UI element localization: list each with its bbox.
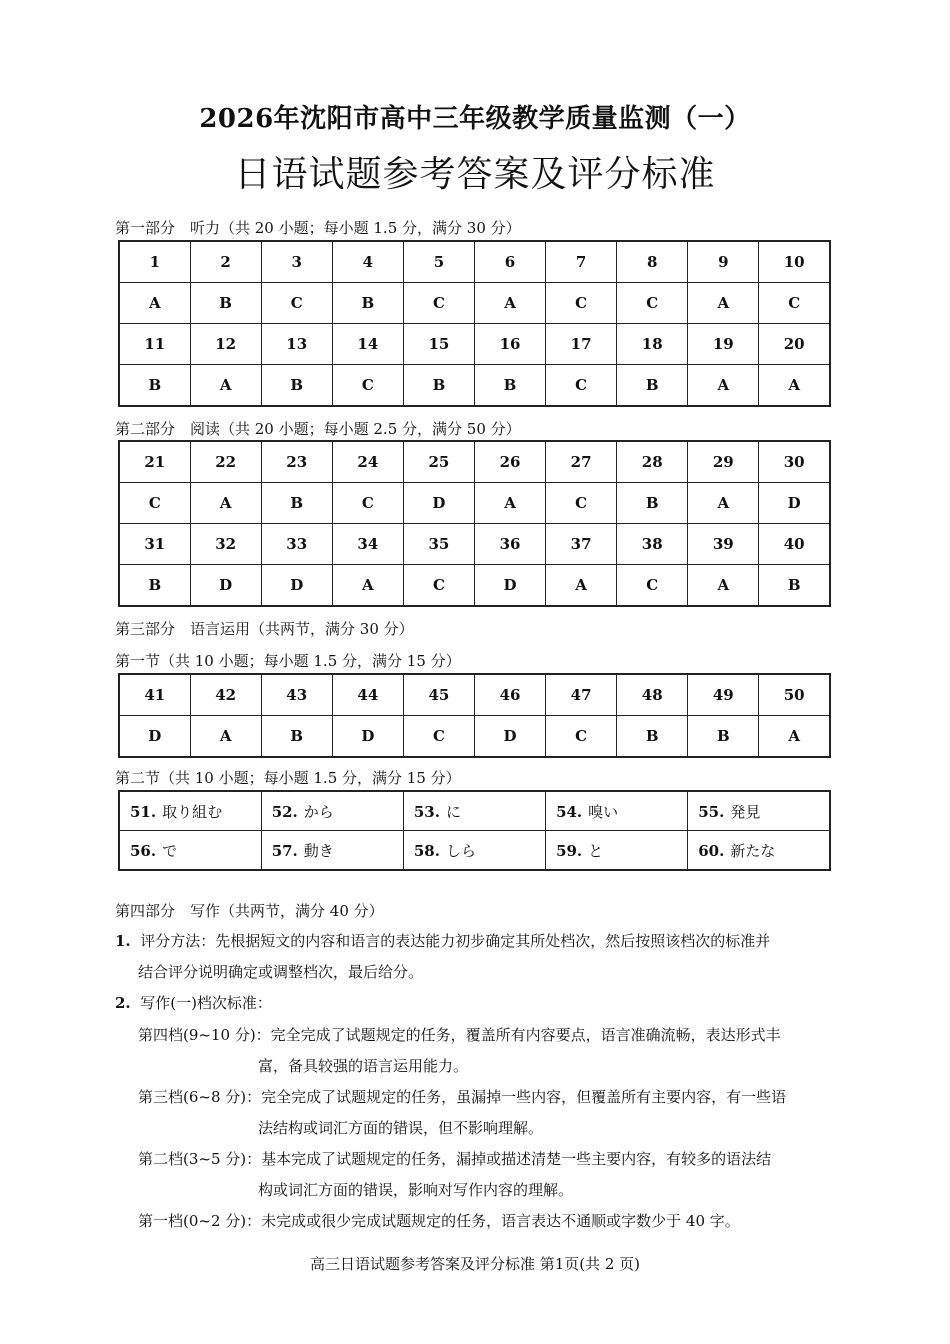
question-number-cell: 41	[119, 674, 190, 716]
grade-item	[138, 1020, 838, 1082]
answer-cell: C	[403, 716, 474, 758]
answer-text: 発見	[730, 802, 761, 821]
answer-cell: A	[332, 565, 403, 607]
answer-cell: C	[546, 365, 617, 407]
question-number-cell: 4	[332, 241, 403, 283]
answer-text: しら	[445, 841, 476, 860]
question-number: 60.	[698, 841, 725, 860]
grade-text-line1: 基本完成了试题规定的任务，漏掉或描述清楚一些主要内容，有较多的语法结	[261, 1150, 772, 1168]
question-number-cell: 3	[261, 241, 332, 283]
answer-cell: C	[261, 283, 332, 324]
answer-cell: C	[546, 283, 617, 324]
fill-answer-cell	[119, 791, 261, 831]
question-number: 54.	[556, 802, 583, 821]
grade-text-line1: 完全完成了试题规定的任务，虽漏掉一些内容，但覆盖所有主要内容，有一些语	[261, 1088, 787, 1106]
part4-heading: 第四部分 写作（共两节，满分 40 分）	[115, 902, 384, 920]
grade-item	[138, 1082, 838, 1144]
answer-cell: A	[190, 365, 261, 407]
question-number-cell: 36	[474, 524, 545, 565]
answer-cell: B	[403, 365, 474, 407]
question-number: 56.	[130, 841, 157, 860]
answer-cell: A	[474, 483, 545, 524]
part1-answer-table	[118, 240, 831, 407]
question-number-cell: 43	[261, 674, 332, 716]
answer-cell: A	[688, 483, 759, 524]
answer-text: と	[588, 841, 604, 860]
answer-cell: A	[474, 283, 545, 324]
question-number-cell: 27	[546, 441, 617, 483]
question-number-cell: 11	[119, 324, 190, 365]
answer-text: で	[162, 841, 178, 860]
question-number-cell: 10	[759, 241, 830, 283]
question-number-cell: 42	[190, 674, 261, 716]
question-number-cell: 21	[119, 441, 190, 483]
grade-item	[138, 1144, 838, 1206]
answer-cell: B	[617, 483, 688, 524]
question-number: 59.	[556, 841, 583, 860]
answer-cell: A	[759, 716, 830, 758]
question-number-cell: 37	[546, 524, 617, 565]
table-row	[119, 791, 830, 831]
answer-cell: A	[688, 565, 759, 607]
part2-answer-table	[118, 440, 831, 607]
answer-cell: A	[688, 283, 759, 324]
answer-cell: C	[617, 283, 688, 324]
answer-text: に	[445, 802, 461, 821]
table-row	[119, 524, 830, 565]
grade-label: 第一档(0~2 分)：	[138, 1212, 262, 1230]
question-number-cell: 18	[617, 324, 688, 365]
answer-cell: B	[261, 365, 332, 407]
grade-text-line1: 完全完成了试题规定的任务，覆盖所有内容要点，语言准确流畅，表达形式丰	[270, 1026, 781, 1044]
question-number-cell: 17	[546, 324, 617, 365]
question-number-cell: 22	[190, 441, 261, 483]
question-number-cell: 14	[332, 324, 403, 365]
grade-text-line1: 未完成或很少完成试题规定的任务，语言表达不通顺或字数少于 40 字。	[261, 1212, 740, 1230]
table-row	[119, 674, 830, 716]
item2-text: 写作(一)档次标准：	[140, 994, 272, 1012]
page-subtitle: 日语试题参考答案及评分标准	[234, 154, 716, 195]
fill-answer-cell	[403, 831, 545, 871]
question-number-cell: 8	[617, 241, 688, 283]
answer-cell: C	[403, 565, 474, 607]
question-number-cell: 26	[474, 441, 545, 483]
table-row	[119, 441, 830, 483]
question-number-cell: 44	[332, 674, 403, 716]
answer-cell: C	[617, 565, 688, 607]
table-row	[119, 565, 830, 607]
question-number-cell: 23	[261, 441, 332, 483]
answer-text: から	[303, 802, 334, 821]
question-number-cell: 31	[119, 524, 190, 565]
answer-cell: C	[332, 365, 403, 407]
answer-cell: B	[332, 283, 403, 324]
question-number-cell: 20	[759, 324, 830, 365]
part3-section1-answer-table	[118, 673, 831, 758]
answer-cell: B	[474, 365, 545, 407]
answer-cell: B	[617, 716, 688, 758]
question-number-cell: 34	[332, 524, 403, 565]
table-row	[119, 483, 830, 524]
table-row	[119, 324, 830, 365]
question-number-cell: 40	[759, 524, 830, 565]
question-number: 57.	[271, 841, 298, 860]
question-number-cell: 6	[474, 241, 545, 283]
fill-answer-cell	[546, 791, 688, 831]
fill-answer-cell	[688, 831, 830, 871]
answer-cell: B	[119, 565, 190, 607]
answer-cell: C	[332, 483, 403, 524]
question-number-cell: 49	[688, 674, 759, 716]
fill-answer-cell	[119, 831, 261, 871]
part4-item1	[115, 926, 840, 988]
answer-cell: A	[190, 716, 261, 758]
question-number-cell: 38	[617, 524, 688, 565]
grade-criteria-list	[138, 1020, 838, 1237]
question-number: 52.	[271, 802, 298, 821]
answer-text: 動き	[303, 841, 334, 860]
answer-cell: A	[759, 365, 830, 407]
grade-label: 第三档(6~8 分)：	[138, 1088, 262, 1106]
table-row	[119, 716, 830, 758]
answer-cell: C	[403, 283, 474, 324]
question-number-cell: 32	[190, 524, 261, 565]
answer-cell: D	[474, 716, 545, 758]
part4-item2	[115, 988, 840, 1019]
page-title: 2026年沈阳市高中三年级教学质量监测（一）	[199, 104, 751, 134]
answer-cell: D	[119, 716, 190, 758]
answer-cell: A	[119, 283, 190, 324]
answer-cell: B	[119, 365, 190, 407]
answer-text: 取り組む	[162, 802, 223, 821]
question-number-cell: 1	[119, 241, 190, 283]
fill-answer-cell	[261, 831, 403, 871]
grade-text-line2: 富，备具较强的语言运用能力。	[258, 1057, 469, 1075]
answer-cell: D	[474, 565, 545, 607]
answer-cell: D	[261, 565, 332, 607]
table-row	[119, 831, 830, 871]
question-number-cell: 47	[546, 674, 617, 716]
grade-label: 第二档(3~5 分)：	[138, 1150, 262, 1168]
part3-section2-heading: 第二节（共 10 小题；每小题 1.5 分，满分 15 分）	[115, 769, 461, 787]
question-number-cell: 39	[688, 524, 759, 565]
question-number-cell: 50	[759, 674, 830, 716]
part2-heading: 第二部分 阅读（共 20 小题；每小题 2.5 分，满分 50 分）	[115, 420, 521, 438]
answer-cell: C	[119, 483, 190, 524]
answer-cell: B	[688, 716, 759, 758]
answer-cell: B	[261, 716, 332, 758]
fill-answer-cell	[688, 791, 830, 831]
grade-label: 第四档(9~10 分)：	[138, 1026, 271, 1044]
question-number-cell: 2	[190, 241, 261, 283]
question-number-cell: 16	[474, 324, 545, 365]
part1-heading: 第一部分 听力（共 20 小题；每小题 1.5 分，满分 30 分）	[115, 219, 521, 237]
question-number-cell: 5	[403, 241, 474, 283]
table-row	[119, 283, 830, 324]
question-number-cell: 48	[617, 674, 688, 716]
answer-cell: A	[190, 483, 261, 524]
question-number-cell: 35	[403, 524, 474, 565]
question-number-cell: 13	[261, 324, 332, 365]
item1-text-a: 评分方法：先根据短文的内容和语言的表达能力初步确定其所处档次，然后按照该档次的标准并	[140, 932, 771, 950]
item2-label: 2.	[115, 994, 131, 1012]
answer-cell: D	[759, 483, 830, 524]
answer-cell: C	[546, 716, 617, 758]
item1-text-b: 结合评分说明确定或调整档次，最后给分。	[138, 963, 424, 981]
question-number-cell: 12	[190, 324, 261, 365]
question-number-cell: 28	[617, 441, 688, 483]
question-number: 53.	[413, 802, 440, 821]
answer-cell: A	[546, 565, 617, 607]
grade-text-line2: 法结构或词汇方面的错误，但不影响理解。	[258, 1119, 544, 1137]
question-number-cell: 45	[403, 674, 474, 716]
table-row	[119, 241, 830, 283]
grade-text-line2: 构或词汇方面的错误，影响对写作内容的理解。	[258, 1181, 574, 1199]
page-footer: 高三日语试题参考答案及评分标准 第1页(共 2 页)	[309, 1255, 641, 1273]
item1-label: 1.	[115, 932, 131, 950]
answer-cell: D	[190, 565, 261, 607]
part3-section1-heading: 第一节（共 10 小题；每小题 1.5 分，满分 15 分）	[115, 652, 461, 670]
part3-section2-answer-table	[118, 790, 831, 871]
grade-item	[138, 1206, 838, 1237]
question-number-cell: 46	[474, 674, 545, 716]
answer-cell: C	[759, 283, 830, 324]
question-number-cell: 29	[688, 441, 759, 483]
fill-answer-cell	[403, 791, 545, 831]
question-number-cell: 15	[403, 324, 474, 365]
question-number-cell: 33	[261, 524, 332, 565]
answer-cell: D	[332, 716, 403, 758]
question-number-cell: 7	[546, 241, 617, 283]
answer-cell: B	[261, 483, 332, 524]
answer-cell: D	[403, 483, 474, 524]
question-number-cell: 24	[332, 441, 403, 483]
table-row	[119, 365, 830, 407]
answer-text: 嗅い	[588, 802, 619, 821]
question-number: 55.	[698, 802, 725, 821]
answer-text: 新たな	[730, 841, 776, 860]
question-number: 51.	[130, 802, 157, 821]
fill-answer-cell	[546, 831, 688, 871]
answer-cell: B	[617, 365, 688, 407]
question-number-cell: 9	[688, 241, 759, 283]
answer-cell: B	[190, 283, 261, 324]
question-number-cell: 25	[403, 441, 474, 483]
question-number-cell: 30	[759, 441, 830, 483]
answer-cell: C	[546, 483, 617, 524]
answer-cell: A	[688, 365, 759, 407]
part3-heading: 第三部分 语言运用（共两节，满分 30 分）	[115, 620, 414, 638]
question-number-cell: 19	[688, 324, 759, 365]
fill-answer-cell	[261, 791, 403, 831]
answer-cell: B	[759, 565, 830, 607]
question-number: 58.	[413, 841, 440, 860]
